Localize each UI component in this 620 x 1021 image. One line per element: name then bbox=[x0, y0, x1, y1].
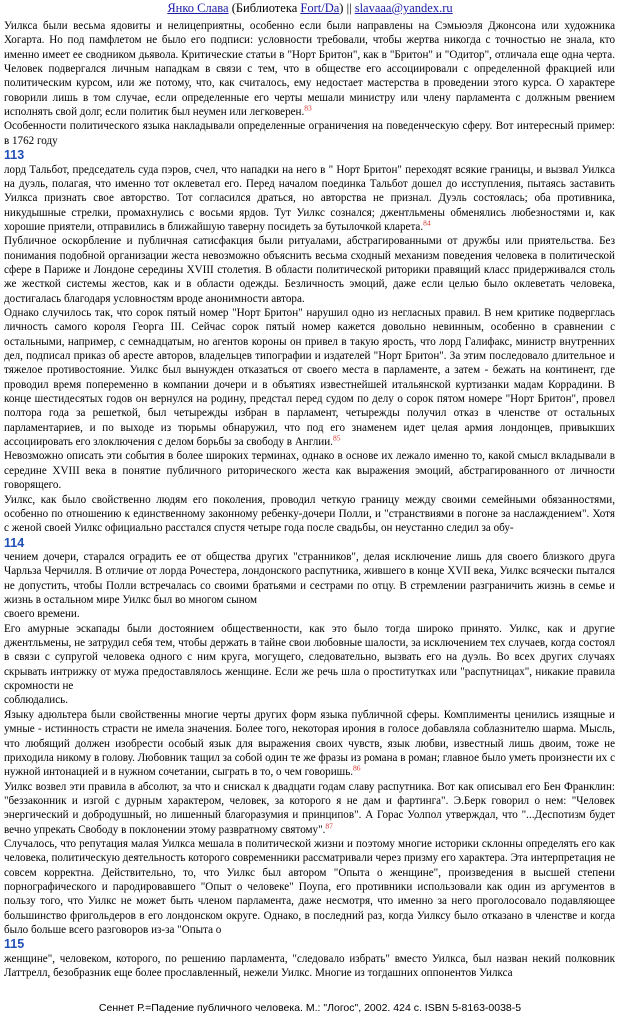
library-link[interactable]: Fort/Da bbox=[300, 1, 340, 15]
paragraph: Уилкс, как было свойственно людям его поколения, проводил четкую границу между своими семейными обязанностями, особенно по отношению к единственному законному ребенку-дочери Полли, и "странствиями в погоне за наслаждением". Хотя с женой своей Уилкс официально расстался спустя четыре года после свадьбы, он неустанно следил за обу- bbox=[4, 493, 615, 535]
paragraph: лорд Тальбот, председатель суда пэров, счел, что нападки на него в " Норт Бритон" переходят всякие границы, и вызвал Уилкса на дуэль, полагая, что именно тот оклеветал его. Перед началом поединка Тальбот дошел до исступления, пытаясь заставить Уилкса признать свое авторство. Тот согласился драться, но авторства не признал. Дуэль состоялась; оба противника, никудышные стрелки, промахнулись с восьми ярдов. Тут Уилкс сознался; джентльмены обменялись любезностями и, как хорошие приятели, отправились в ближайшую таверну посидеть за бутылочкой кларета.$^{84}$ bbox=[4, 163, 615, 233]
footnote-83: 83 bbox=[304, 103, 312, 113]
book-citation: Сеннет Р.=Падение публичного человека. М.: "Логос", 2002. 424 с. ISBN 5-8163-0038-5 bbox=[98, 1002, 522, 1014]
paragraph: Особенности политического языка накладывали определенные ограничения на поведенческую сферу. Вот интересный пример: в 1762 году bbox=[4, 120, 615, 147]
paragraph: чением дочери, старался оградить ее от общества других "странников", делая исключение лишь для своего близкого друга Чарльза Черчилля. В отличие от лорда Рочестера, лондонского распутника, жившего в конце XVII века, Уилкс всячески пытался не допустить, чтобы Полли встречалась со своими братьями и сестрами по отцу. В стремлении разграничить жизнь в семье и жизнь в остальном мире Уилкс был во многом сыном bbox=[4, 551, 615, 607]
paragraph: Языку адюльтера были свойственны многие черты других форм языка публичной сферы. Комплименты ценились изящные и умные - истинность страсти не имела значения. Более того, некоторая ирония в голосе добавляла соблазнителю шарма. Мысль, что любящий должен изобрести особый язык для выражения своих чувств, язык любви, известный лишь двоим, тоже не приходила никому в голову. Любовник тащил за собой один те же фразы из романа в роман; главное было уметь произнести их с нужной интонацией и в нужном сочетании, сыграть в то, о чем говоришь.$^{86}$ bbox=[4, 708, 615, 779]
library-suffix: ) || bbox=[339, 1, 355, 15]
book-text bbox=[4, 19, 615, 981]
footnote-87: 87 bbox=[325, 820, 333, 830]
page-header bbox=[0, 0, 620, 17]
library-prefix: (Библиотека bbox=[228, 1, 301, 15]
paragraph: Публичное оскорбление и публичная сатисфакция были ритуалами, абстрагированными от дружбы или приятельства. Без понимания подобной организации жеста невозможно объяснить весьма сходный механизм поведения человека в политической сфере в Париже и Лондоне середины XVIII столетия. В области политической риторики правящий класс придерживался столь же жесткой системы жестов, как и в области одежды. Безличность эмоций, даже если целью было оклеветать человека, достигалась благодаря условностям вроде анонимности автора. bbox=[4, 235, 615, 305]
author-link[interactable]: Янко Слава bbox=[167, 1, 229, 15]
paragraph-tail: соблюдались. bbox=[4, 694, 68, 707]
paragraph: Невозможно описать эти события в более широких терминах, однако в основе их лежало именно то, какой смысл вкладывали в середине XVIII века в понятие публичного риторического жеста как выражения эмоций, абстрагированного от личности говорящего. bbox=[4, 450, 615, 492]
paragraph: Однако случилось так, что сорок пятый номер "Норт Бритон" нарушил одно из негласных правил. В нем критике подверглась личность самого короля Георга III. Сейчас сорок пятый номер кажется довольно невинным, особенно в сравнении с остальными, например, с семнадцатым, но агентов короны он привел в такую ярость, что лорд Галифакс, министр внутренних дел, подписал приказ об аресте авторов, владельцев типографии и издателей "Норт Бритон". За этим последовало длительное и тяжелое противостояние. Уилкс был вынужден отказаться от своего места в парламенте, а затем - бежать на континент, где проводил время попеременно в компании дочери и в объятиях известнейшей итальянской куртизанки мадам Коррадини. В конце шестидесятых годов он вернулся на родину, предстал перед судом по делу о сорок пятом номере "Норт Бритон", провел полтора года за решеткой, был четырежды избран в парламент, четырежды получил отказ в членстве от остальных парламентариев, и по выходе из тюрьмы обнаружил, что под его знаменем идет целая армия лондонцев, привыкших ассоциировать его злоключения с делом борьбы за свободу в Англии.$^{85}$ bbox=[4, 307, 615, 449]
page-number-113: 113 bbox=[4, 148, 25, 163]
paragraph: Уилкс возвел эти правила в абсолют, за что и снискал к двадцати годам славу распутника. Вот как описывал его Бен Франклин: "беззаконник и изгой с дурным характером, человек, за которого я не дам и фартинга". Э.Берк говорил о нем: "Человек энергический и добродушный, но лишенный благоразумия и принципов". А Горас Уолпол утверждал, что "...Деспотизм будет вечно упрекать Свободу в поклонении этому развратному святому".$^{87}$ bbox=[4, 780, 615, 836]
paragraph: Случалось, что репутация малая Уилкса мешала в политической жизни и поэтому многие историки склонны определять его как человека, политическую деятельность которого современники рассматривали через призму его характера. Эта интерпретация не совсем корректна. Действительно, то, что Уилкс был автором "Опыта о женщине", произведения в высшей степени порнографического и пародировавшего "Опыт о человеке" Поупа, его противники использовали как один из аргументов в пользу того, что Уилкс не может быть членом парламента, даже несмотря, что именно за него проголосовало подавляющее большинство фригольдеров в его лондонском округе. Однако, в последний раз, когда Уилксу было отказано в членстве и когда было больше всего разговоров из-за "Опыта о bbox=[4, 837, 615, 936]
paragraph: Уилкса были весьма ядовиты и нелицеприятны, особенно если были направлены на Сэмьюэля Джонсона или художника Хогарта. Но под памфлетом не было его подписи: условности требовали, чтобы жертва никогда с точностью не знала, кто именно имеет ее сводником дьявола. Критические статьи в "Норт Бритон", как в "Бритон" и "Одитор", отличала еще одна черта. Человек подвергался личным нападкам в связи с тем, что в обществе его ассоциировали с определенной фракцией или политическим курсом, или же потому, что, как считалось, ему недостает мастерства в проведении этого курса. О характере говорили лишь в том случае, если определенные его черты мешали министру или члену парламента с должным рвением исполнять свой долг, если политик был неумен или легковерен.$^{83}$ bbox=[4, 20, 615, 119]
paragraph: Его амурные эскапады были достоянием общественности, как это было тогда широко принято. Уилкс, как и другие джентльмены, не затрудил себя тем, чтобы держать в тайне свои любовные шалости, за исключением тех случаев, когда состоял в связи с супругой человека одного с ним круга, могущего, следовательно, вызвать его на дуэль. Во всех других случаях скрывать интрижку от мужа предоставлялось женщине. Если же речь шла о проститутках или "распутницах", никакие правила скромности не bbox=[4, 622, 615, 693]
page-number-115: 115 bbox=[4, 937, 25, 952]
page-number-114: 114 bbox=[4, 535, 25, 550]
paragraph: женщине", человеком, которого, по решению парламента, "следовало избрать" вместо Уилкса, был назван некий полковник Латтрелл, безобразник еще более прославленный, нежели Уилкс. Многие из тогдашних оппонентов Уилкса bbox=[4, 952, 615, 980]
footnote-86: 86 bbox=[353, 763, 361, 773]
email-link[interactable]: slavaaa@yandex.ru bbox=[354, 1, 453, 15]
footnote-85: 85 bbox=[332, 433, 341, 443]
footnote-84: 84 bbox=[423, 218, 431, 228]
paragraph-tail: своего времени. bbox=[4, 608, 80, 621]
